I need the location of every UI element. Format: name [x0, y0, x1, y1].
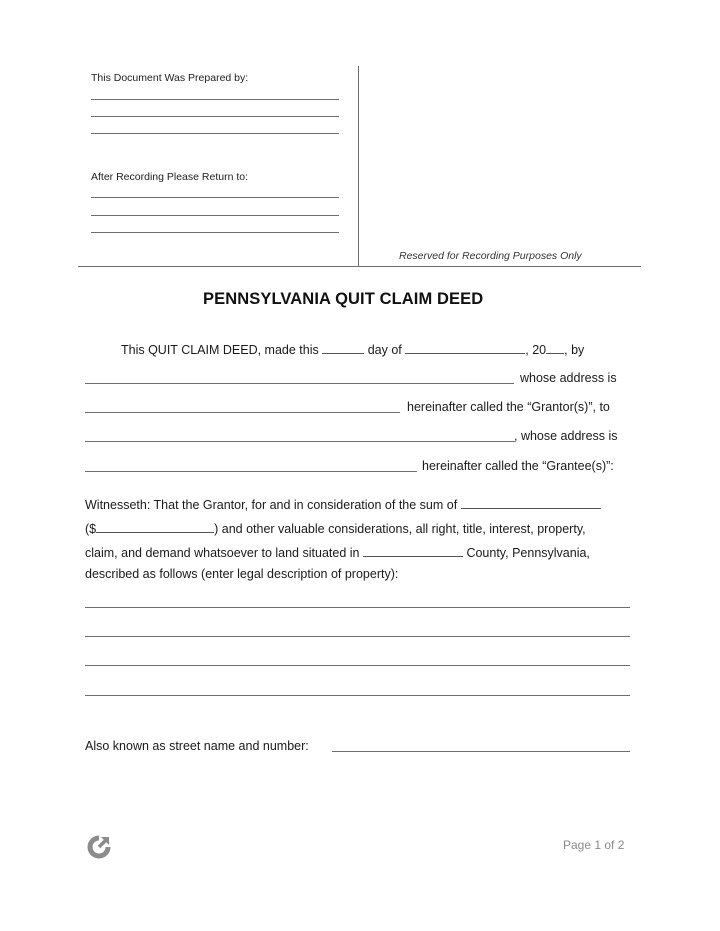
- prepared-by-line-1[interactable]: [91, 99, 339, 100]
- grantor-address-label: whose address is: [520, 371, 617, 385]
- return-to-line-2[interactable]: [91, 215, 339, 216]
- intro-text-3: , 20: [525, 343, 547, 357]
- intro-text-1: This QUIT CLAIM DEED, made this: [121, 343, 319, 357]
- legal-description-line-1[interactable]: [85, 607, 630, 608]
- grantor-label: hereinafter called the “Grantor(s)”, to: [407, 400, 610, 414]
- witnesseth-text-4: County, Pennsylvania,: [466, 546, 590, 560]
- witnesseth-line-2: [85, 521, 586, 536]
- return-to-line-1[interactable]: [91, 197, 339, 198]
- intro-text-4: , by: [564, 343, 585, 357]
- intro-line-1: [121, 342, 584, 357]
- legal-description-line-3[interactable]: [85, 665, 630, 666]
- grantee-name-field[interactable]: [85, 441, 515, 442]
- witnesseth-line-1: [85, 497, 601, 512]
- document-title: PENNSYLVANIA QUIT CLAIM DEED: [203, 290, 484, 308]
- intro-text-2: day of: [367, 343, 402, 357]
- sum-words-field[interactable]: [461, 497, 601, 509]
- witnesseth-text-2: ) and other valuable considerations, all right, title, interest, property,: [214, 522, 586, 536]
- prepared-by-line-2[interactable]: [91, 116, 339, 117]
- witnesseth-line-4: described as follows (enter legal description of property):: [85, 567, 399, 581]
- day-field[interactable]: [322, 342, 364, 354]
- street-field[interactable]: [332, 751, 630, 752]
- witnesseth-text-3: claim, and demand whatsoever to land situated in: [85, 546, 360, 560]
- refresh-arrow-logo-icon: [86, 834, 112, 860]
- reserved-label: Reserved for Recording Purposes Only: [399, 250, 582, 262]
- return-to-label: After Recording Please Return to:: [91, 171, 248, 183]
- page-number: Page 1 of 2: [563, 838, 625, 852]
- sum-amount-field[interactable]: [96, 521, 214, 533]
- month-field[interactable]: [405, 342, 525, 354]
- dollar-prefix: ($: [85, 522, 97, 536]
- prepared-by-line-3[interactable]: [91, 133, 339, 134]
- county-field[interactable]: [363, 545, 463, 557]
- recording-divider: [358, 66, 359, 267]
- witnesseth-line-3: [85, 545, 590, 560]
- legal-description-line-4[interactable]: [85, 695, 630, 696]
- year-field[interactable]: [546, 342, 564, 354]
- grantee-address-field[interactable]: [85, 471, 417, 472]
- grantee-label: hereinafter called the “Grantee(s)”:: [422, 459, 614, 473]
- legal-description-line-2[interactable]: [85, 636, 630, 637]
- street-label: Also known as street name and number:: [85, 739, 309, 753]
- grantor-name-field[interactable]: [85, 383, 514, 384]
- grantor-address-field[interactable]: [85, 412, 400, 413]
- grantee-address-label: , whose address is: [514, 429, 618, 443]
- prepared-by-label: This Document Was Prepared by:: [91, 72, 249, 84]
- header-bottom-rule: [78, 266, 641, 267]
- witnesseth-text-1: Witnesseth: That the Grantor, for and in consideration of the sum of: [85, 498, 458, 512]
- return-to-line-3[interactable]: [91, 232, 339, 233]
